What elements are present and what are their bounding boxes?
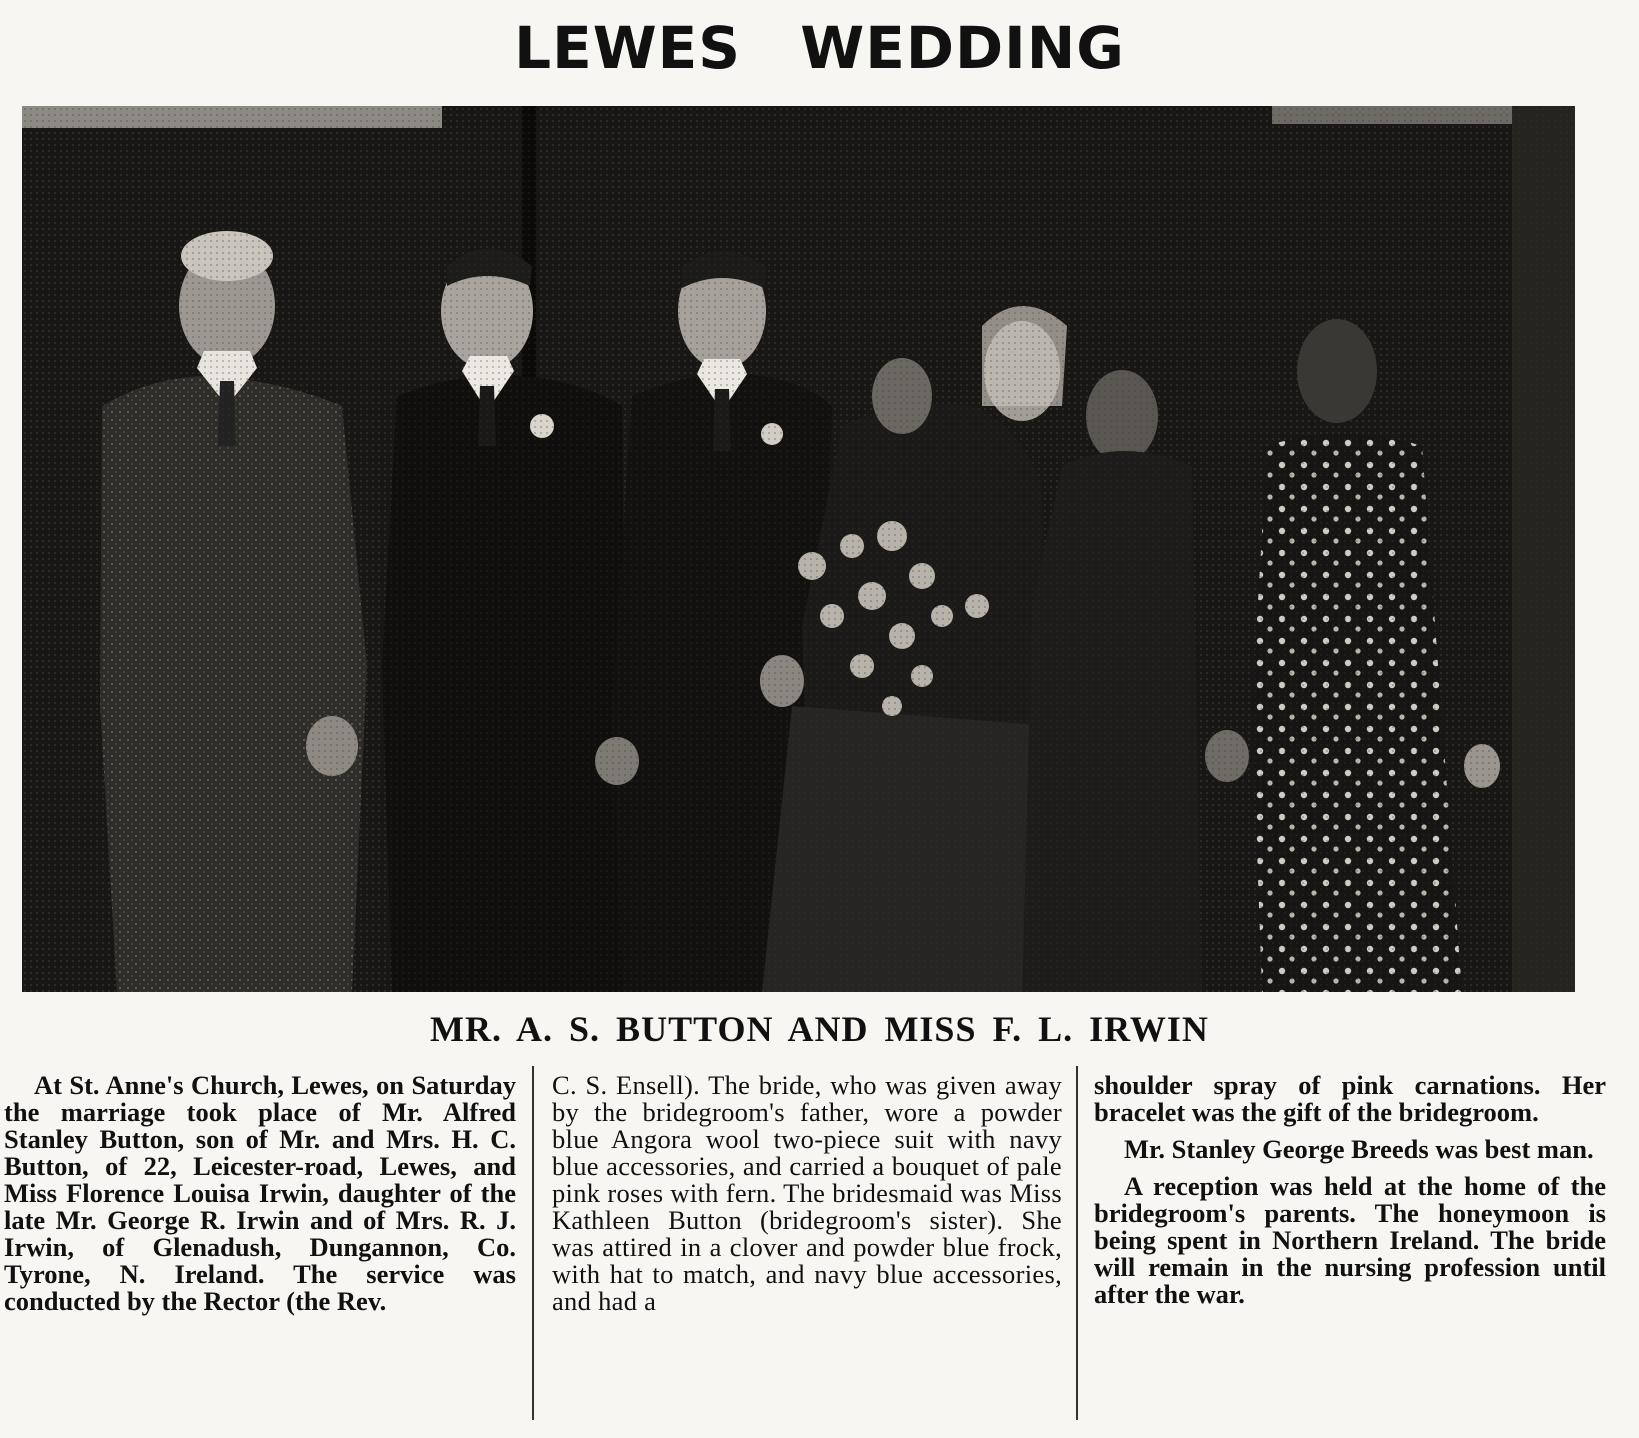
headline: LEWES WEDDING xyxy=(514,14,1125,82)
article-paragraph: shoulder spray of pink carnations. Her bracelet was the gift of the bridegroom. xyxy=(1094,1070,1606,1127)
article-paragraph: At St. Anne's Church, Lewes, on Saturday the marriage took place of Mr. Alfred Stanley Button, son of Mr. and Mrs. H. C. Button, of 22, Leicester-road, Lewes, and Miss Florence Louisa Irwin, daughter of the late Mr. George R. Irwin and of Mrs. R. J. Irwin, of Glenadush, Dungannon, Co. Tyrone, N. Ireland. The service was conducted by the Rector (the Rev. xyxy=(4,1070,516,1316)
article-column-3 xyxy=(1094,1072,1606,1412)
article-paragraph: Mr. Stanley George Breeds was best man. xyxy=(1124,1134,1594,1164)
article-column-2 xyxy=(552,1072,1062,1412)
article-column-1 xyxy=(4,1072,516,1412)
wedding-photo xyxy=(22,106,1575,992)
photo-caption: MR. A. S. BUTTON AND MISS F. L. IRWIN xyxy=(430,1009,1209,1049)
column-rule xyxy=(1076,1066,1078,1420)
article-paragraph: C. S. Ensell). The bride, who was given away by the bridegroom's father, wore a powder blue Angora wool two-piece suit with navy blue accessories, and carried a bouquet of pale pink roses with fern. The bridesmaid was Miss Kathleen Button (bridegroom's sister). She was attired in a clover and powder blue frock, with hat to match, and navy blue accessories, and had a xyxy=(552,1070,1062,1316)
column-rule xyxy=(532,1066,534,1420)
article-paragraph: A reception was held at the home of the bridegroom's parents. The honeymoon is being spent in Northern Ireland. The bride will remain in the nursing profession until after the war. xyxy=(1094,1171,1606,1309)
wedding-photo-illustration xyxy=(22,106,1575,992)
